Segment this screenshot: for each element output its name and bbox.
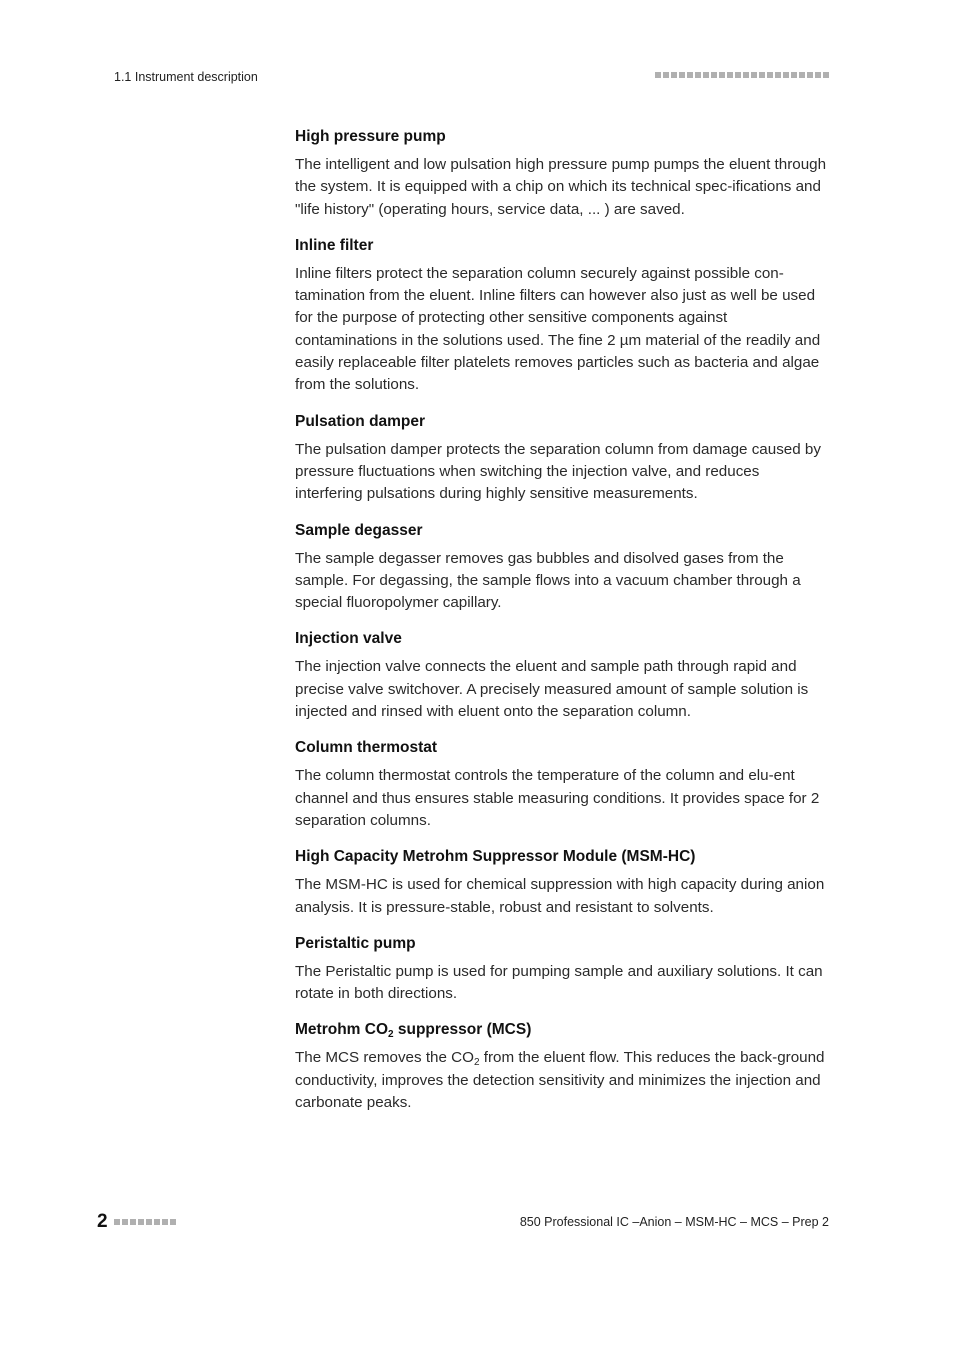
section-text: The Peristaltic pump is used for pumping sample and auxiliary solutions. It can rotate in both directions.	[295, 962, 823, 1003]
section-inline-filter	[295, 235, 830, 397]
section-title: Sample degasser	[295, 521, 423, 539]
title-part: suppressor (MCS)	[393, 1021, 532, 1039]
section-text: The sample degasser removes gas bubbles and disolved gases from the sample. For degassing, the sample flows into a vacuum chamber through a special fluoropolymer capillary.	[295, 549, 801, 612]
main-content	[295, 126, 830, 1128]
section-title: Column thermostat	[295, 739, 438, 757]
section-text: The intelligent and low pulsation high pressure pump pumps the eluent through the system. It is equipped with a chip on which its technical spec-ifications and "life history" (operating hours, service data, ... ) are saved.	[295, 156, 827, 218]
section-msm-hc	[295, 846, 830, 919]
page-number: 2	[97, 1211, 108, 1232]
footer-dot-bar	[114, 1219, 176, 1225]
section-title	[295, 1019, 830, 1041]
section-title: High pressure pump	[295, 128, 446, 145]
section-text: The column thermostat controls the temperature of the column and elu-ent channel and thus ensures stable measuring conditions. It provides space for 2 separation columns.	[295, 767, 820, 829]
section-text: The MSM-HC is used for chemical suppression with high capacity during anion analysis. It is pressure-stable, robust and resistant to solvents.	[295, 876, 825, 916]
section-title: Injection valve	[295, 630, 402, 648]
section-sample-degasser	[295, 520, 830, 615]
section-column-thermostat	[295, 737, 830, 832]
section-title: High Capacity Metrohm Suppressor Module (MSM-HC)	[295, 848, 696, 866]
section-mcs	[295, 1019, 830, 1114]
footer-document-title: 850 Professional IC –Anion – MSM-HC – MCS – Prep 2	[519, 1215, 829, 1229]
section-text: Inline filters protect the separation column securely against possible con-tamination from the eluent. Inline filters can however also just as well be used for the purpose of protecting other sensitive components against contaminations in the solutions used. The fine 2 µm material of the readily and easily replaceable filter platelets removes particles such as bacteria and algae from the solutions.	[295, 264, 821, 394]
running-header-section: 1.1 Instrument description	[114, 70, 258, 84]
section-text: The pulsation damper protects the separation column from damage caused by pressure fluctuations when switching the injection valve, and reduces interfering pulsations during highly sensitive measurements.	[295, 440, 821, 503]
header-dot-bar	[655, 72, 829, 78]
title-part: Metrohm CO	[295, 1021, 388, 1039]
section-pulsation-damper	[295, 411, 830, 506]
section-high-pressure-pump	[295, 126, 830, 221]
section-injection-valve	[295, 628, 830, 723]
section-text	[295, 1047, 830, 1114]
text-part: from the eluent flow. This reduces the back-ground conductivity, improves the detection sensitivity and minimizes the injection and carbonate peaks.	[295, 1049, 825, 1112]
text-part: The MCS removes the CO	[295, 1049, 474, 1067]
subscript: 2	[473, 1057, 480, 1069]
section-title: Pulsation damper	[295, 412, 426, 430]
section-peristaltic-pump	[295, 933, 830, 1006]
section-title: Inline filter	[295, 236, 374, 254]
section-title: Peristaltic pump	[295, 934, 416, 952]
section-text: The injection valve connects the eluent and sample path through rapid and precise valve switchover. A precisely measured amount of sample solution is injected and rinsed with eluent onto the separation column.	[295, 658, 809, 721]
subscript: 2	[388, 1029, 394, 1041]
